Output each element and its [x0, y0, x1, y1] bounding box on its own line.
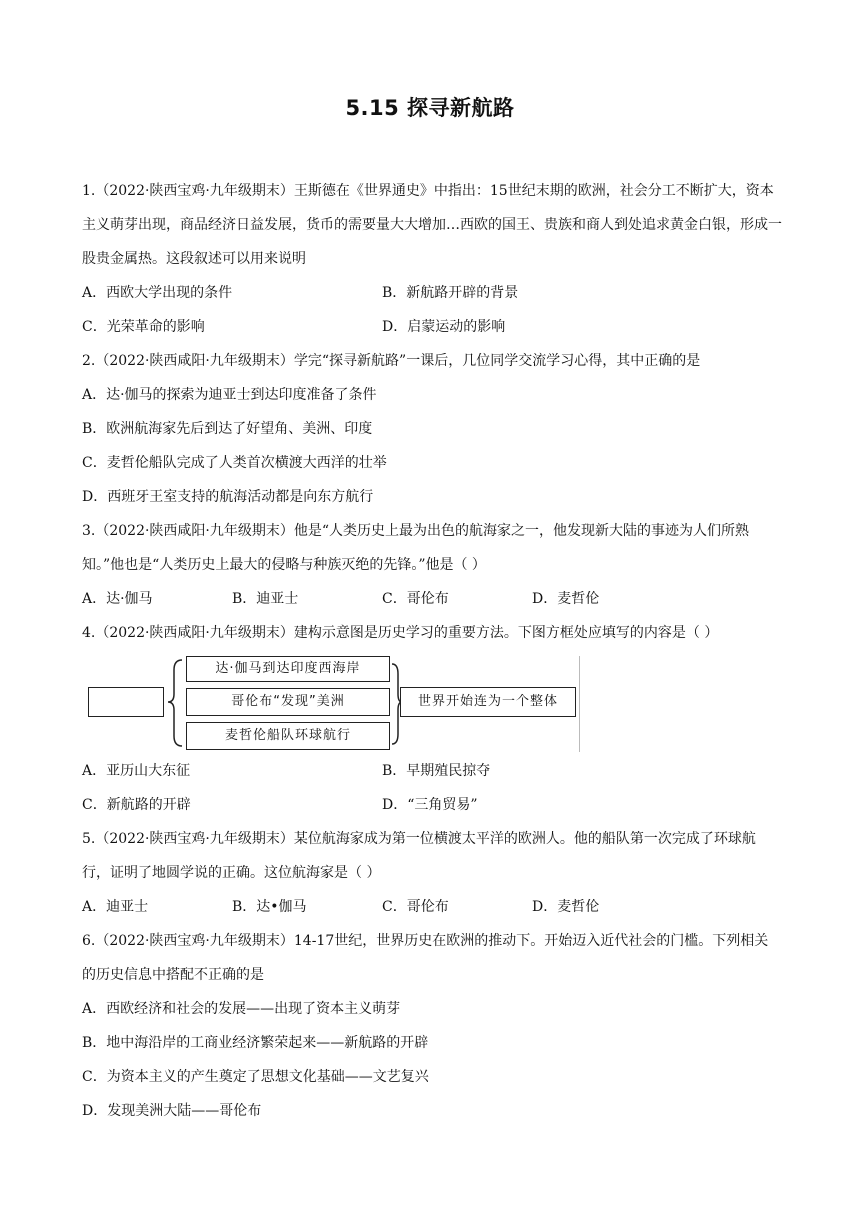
question-stem: 2.（2022·陕西咸阳·九年级期末）学完“探寻新航路”一课后，几位同学交流学习心得，其中正确的是: [82, 353, 701, 369]
question-stem: 6.（2022·陕西宝鸡·九年级期末）14-17世纪，世界历史在欧洲的推动下。开始迈入近代社会的门槛。下列相关的历史信息中搭配不正确的是: [82, 933, 769, 983]
concept-diagram: [82, 654, 782, 754]
left-brace: [166, 654, 186, 754]
question-stem: 5.（2022·陕西宝鸡·九年级期末）某位航海家成为第一位横渡太平洋的欧洲人。他的船队第一次完成了环球航行，证明了地圆学说的正确。这位航海家是（ ）: [82, 831, 756, 881]
options-row: [82, 754, 782, 788]
options-row: [82, 310, 782, 344]
option-a: A．西欧经济和社会的发展——出现了资本主义萌芽: [82, 1001, 401, 1017]
diagram-edge: [579, 656, 580, 752]
question-1: [82, 174, 782, 344]
option-a: A．西欧大学出现的条件: [82, 285, 233, 301]
option-b: B．迪亚士: [232, 591, 299, 607]
option-d: D．“三角贸易”: [382, 797, 478, 813]
option-c: C．哥伦布: [382, 899, 449, 915]
question-stem: 3.（2022·陕西咸阳·九年级期末）他是“人类历史上最为出色的航海家之一，他发现新大陆的事迹为人们所熟知。”他也是“人类历史上最大的侵略与种族灭绝的先锋。”他是（ ）: [82, 523, 750, 573]
question-5: [82, 822, 782, 924]
option-c: C．麦哲伦船队完成了人类首次横渡大西洋的壮举: [82, 455, 387, 471]
option-c: C．哥伦布: [382, 591, 449, 607]
option-b: B．早期殖民掠夺: [382, 763, 491, 779]
question-list: [82, 174, 782, 1128]
option-a: A．迪亚士: [82, 899, 149, 915]
option-b: B．达•伽马: [232, 899, 307, 915]
question-stem: 4.（2022·陕西咸阳·九年级期末）建构示意图是历史学习的重要方法。下图方框处应填写的内容是（ ）: [82, 625, 719, 641]
question-stem: 1.（2022·陕西宝鸡·九年级期末）王斯德在《世界通史》中指出：15世纪末期的欧洲，社会分工不断扩大，资本主义萌芽出现，商品经济日益发展，货币的需要量大大增加…西欧的国王、贵族和商人到处追求黄金白银，形成一股贵金属热。这段叙述可以用来说明: [82, 183, 782, 267]
page-title: 5.15 探寻新航路: [345, 96, 515, 120]
option-c: C．为资本主义的产生奠定了思想文化基础——文艺复兴: [82, 1069, 429, 1085]
question-2: [82, 344, 782, 514]
option-b: B．地中海沿岸的工商业经济繁荣起来——新航路的开辟: [82, 1035, 429, 1051]
option-a: A．达·伽马: [82, 591, 153, 607]
option-d: D．西班牙王室支持的航海活动都是向东方航行: [82, 489, 374, 505]
option-d: D．发现美洲大陆——哥伦布: [82, 1103, 262, 1119]
options-row: [82, 890, 782, 924]
diagram-item-1: 达·伽马到达印度西海岸: [186, 656, 390, 682]
option-c: C．光荣革命的影响: [82, 319, 205, 335]
diagram-item-3: 麦哲伦船队环球航行: [186, 722, 390, 750]
options-row: [82, 276, 782, 310]
diagram-item-2: 哥伦布“发现”美洲: [186, 688, 390, 716]
options-row: [82, 788, 782, 822]
question-4: [82, 616, 782, 822]
question-3: [82, 514, 782, 616]
option-d: D．启蒙运动的影响: [382, 319, 506, 335]
option-a: A．达·伽马的探索为迪亚士到达印度准备了条件: [82, 387, 377, 403]
option-a: A．亚历山大东征: [82, 763, 191, 779]
option-c: C．新航路的开辟: [82, 797, 191, 813]
options-row: [82, 582, 782, 616]
option-d: D．麦哲伦: [532, 899, 600, 915]
question-6: [82, 924, 782, 1128]
option-d: D．麦哲伦: [532, 591, 600, 607]
blank-answer-box: [88, 687, 164, 717]
diagram-result: 世界开始连为一个整体: [400, 687, 576, 717]
option-b: B．新航路开辟的背景: [382, 285, 519, 301]
option-b: B．欧洲航海家先后到达了好望角、美洲、印度: [82, 421, 373, 437]
